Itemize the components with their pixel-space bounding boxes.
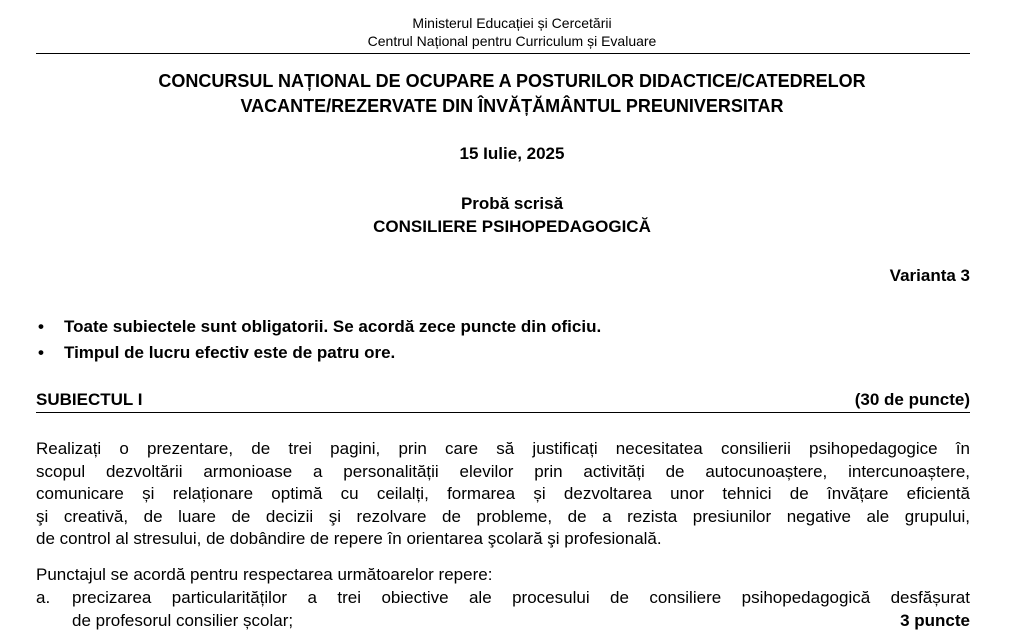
task-line: şi creativă, de luare de decizii şi rezolvare de probleme, de a rezista presiunilor negative ale grupului, [36, 506, 970, 526]
subject-heading [36, 388, 970, 413]
variant-label: Varianta 3 [889, 266, 970, 285]
instruction-item [36, 340, 976, 366]
criteria-item-text: precizarea particularităților a trei obiective ale procesului de consiliere psihopedagogică desfășurat [72, 588, 970, 607]
bullet-icon: • [38, 343, 44, 362]
task-line: comunicare și relaționare optimă cu ceilalți, formarea și dezvoltarea unor tehnici de învățare eficientă [36, 484, 970, 503]
criteria-item-text-end: de profesorul consilier școlar; [72, 610, 294, 630]
task-line: de control al stresului, de dobândire de repere în orientarea şcolară şi profesională. [36, 529, 662, 548]
subject-points: (30 de puncte) [854, 390, 970, 409]
task-line: scopul dezvoltării armonioase a personalității elevilor prin activități de autocunoaștere, intercunoaștere, [36, 461, 970, 481]
header-divider [36, 53, 970, 54]
subject-label: SUBIECTUL I [36, 390, 143, 409]
center-name: Centrul Național pentru Curriculum și Evaluare [367, 33, 657, 49]
exam-type: Probă scrisă [460, 194, 564, 213]
instruction-text: Timpul de lucru efectiv este de patru ore. [64, 343, 396, 362]
criteria-intro: Punctajul se acordă pentru respectarea următoarelor repere: [36, 565, 493, 584]
instruction-text: Toate subiectele sunt obligatorii. Se acordă zece puncte din oficiu. [64, 317, 602, 336]
instruction-item [36, 314, 976, 340]
contest-title-line-1: CONCURSUL NAȚIONAL DE OCUPARE A POSTURILOR DIDACTICE/CATEDRELOR [158, 71, 866, 91]
criteria-item [36, 587, 970, 633]
criteria-item-points: 3 puncte [900, 610, 970, 630]
criteria-item-label: a. [36, 588, 51, 607]
task-paragraph [36, 438, 970, 551]
criteria-item-text-continued [72, 610, 970, 633]
task-line: Realizați o prezentare, de trei pagini, prin care să justificați necesitatea consilierii psihopedagogice în [36, 439, 970, 458]
exam-subject: CONSILIERE PSIHOPEDAGOGICĂ [373, 217, 651, 236]
bullet-icon: • [38, 317, 44, 336]
ministry-name: Ministerul Educației și Cercetării [412, 15, 612, 31]
instructions-list [36, 314, 976, 366]
exam-date: 15 Iulie, 2025 [459, 144, 565, 163]
contest-title-line-2: VACANTE/REZERVATE DIN ÎNVĂȚĂMÂNTUL PREUNIVERSITAR [240, 96, 784, 116]
criteria-item-body [72, 587, 970, 632]
